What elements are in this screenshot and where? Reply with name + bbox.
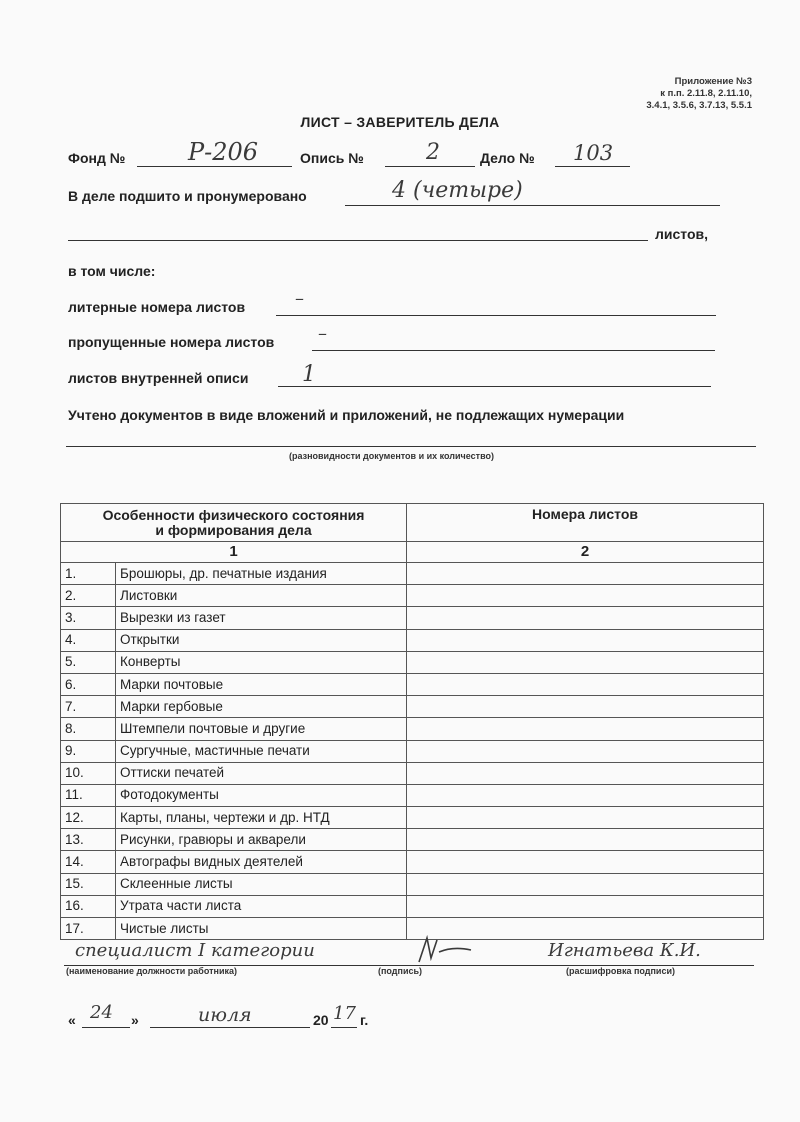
row-page-numbers xyxy=(407,784,764,806)
row-number: 9. xyxy=(61,740,116,762)
row-page-numbers xyxy=(407,829,764,851)
table-row xyxy=(61,629,764,651)
row-feature-name: Марки почтовые xyxy=(116,673,407,695)
row-page-numbers xyxy=(407,607,764,629)
col2-header: Номера листов xyxy=(407,504,764,542)
sewn-value: 4 (четыре) xyxy=(392,178,523,203)
delo-label: Дело № xyxy=(480,150,535,166)
date-year-suffix: 17 xyxy=(333,1003,356,1024)
column-number-row xyxy=(61,542,764,563)
name-value: Игнатьева К.И. xyxy=(548,940,701,961)
row-number: 17. xyxy=(61,918,116,940)
sewn-line-2 xyxy=(68,240,648,241)
row-number: 12. xyxy=(61,807,116,829)
row-page-numbers xyxy=(407,651,764,673)
fond-value: Р-206 xyxy=(188,138,259,166)
inner-label: листов внутренней описи xyxy=(68,370,249,386)
page-title: ЛИСТ – ЗАВЕРИТЕЛЬ ДЕЛА xyxy=(300,114,500,130)
row-page-numbers xyxy=(407,807,764,829)
date-year-end: г. xyxy=(360,1012,369,1028)
table-row xyxy=(61,651,764,673)
row-number: 8. xyxy=(61,718,116,740)
literal-label: литерные номера листов xyxy=(68,299,246,315)
row-feature-name: Утрата части листа xyxy=(116,895,407,917)
appendix-line-3: 3.4.1, 3.5.6, 3.7.13, 5.5.1 xyxy=(646,100,752,111)
row-number: 10. xyxy=(61,762,116,784)
name-caption: (расшифровка подписи) xyxy=(566,966,675,976)
row-number: 5. xyxy=(61,651,116,673)
row-page-numbers xyxy=(407,718,764,740)
table-row xyxy=(61,740,764,762)
literal-line xyxy=(276,315,716,316)
row-number: 4. xyxy=(61,629,116,651)
row-feature-name: Брошюры, др. печатные издания xyxy=(116,563,407,585)
col1-header xyxy=(61,504,407,542)
col1-header-line2: и формирования дела xyxy=(155,521,312,538)
table-row xyxy=(61,673,764,695)
row-page-numbers xyxy=(407,696,764,718)
table-row xyxy=(61,807,764,829)
row-feature-name: Конверты xyxy=(116,651,407,673)
row-feature-name: Оттиски печатей xyxy=(116,762,407,784)
missing-line xyxy=(312,350,715,351)
year-line xyxy=(331,1027,357,1028)
table-row xyxy=(61,829,764,851)
date-month: июля xyxy=(198,1004,252,1026)
signature-mark xyxy=(415,932,475,968)
inner-line xyxy=(278,386,711,387)
row-feature-name: Рисунки, гравюры и акварели xyxy=(116,829,407,851)
row-number: 7. xyxy=(61,696,116,718)
sewn-label: В деле подшито и пронумеровано xyxy=(68,188,307,204)
attachments-line xyxy=(66,446,756,447)
col1-number: 1 xyxy=(61,542,407,563)
sheets-word: листов, xyxy=(655,226,709,242)
table-body xyxy=(61,563,764,940)
table-row xyxy=(61,895,764,917)
row-page-numbers xyxy=(407,585,764,607)
date-year-prefix: 20 xyxy=(313,1012,329,1028)
row-number: 11. xyxy=(61,784,116,806)
missing-value: – xyxy=(318,323,327,344)
sewn-line xyxy=(345,205,720,206)
row-page-numbers xyxy=(407,762,764,784)
opis-label: Опись № xyxy=(300,150,364,166)
row-number: 1. xyxy=(61,563,116,585)
row-feature-name: Открытки xyxy=(116,629,407,651)
position-caption: (наименование должности работника) xyxy=(66,966,238,976)
row-page-numbers xyxy=(407,873,764,895)
table-header-row xyxy=(61,504,764,542)
row-feature-name: Марки гербовые xyxy=(116,696,407,718)
row-number: 13. xyxy=(61,829,116,851)
row-number: 6. xyxy=(61,673,116,695)
row-feature-name: Сургучные, мастичные печати xyxy=(116,740,407,762)
features-table xyxy=(60,503,764,940)
table-row xyxy=(61,851,764,873)
opis-line xyxy=(385,166,475,167)
delo-line xyxy=(555,166,630,167)
row-feature-name: Фотодокументы xyxy=(116,784,407,806)
row-page-numbers xyxy=(407,629,764,651)
sign-caption: (подпись) xyxy=(378,966,423,976)
row-page-numbers xyxy=(407,563,764,585)
row-number: 2. xyxy=(61,585,116,607)
appendix-note xyxy=(646,76,752,112)
literal-value: – xyxy=(295,288,304,309)
row-number: 3. xyxy=(61,607,116,629)
opis-value: 2 xyxy=(426,140,440,165)
row-page-numbers xyxy=(407,740,764,762)
table-row xyxy=(61,762,764,784)
appendix-line-2: к п.п. 2.11.8, 2.11.10, xyxy=(660,88,752,99)
appendix-line-1: Приложение №3 xyxy=(674,76,752,87)
row-number: 14. xyxy=(61,851,116,873)
missing-label: пропущенные номера листов xyxy=(68,334,275,350)
fond-label: Фонд № xyxy=(68,150,126,166)
table-row xyxy=(61,873,764,895)
row-feature-name: Вырезки из газет xyxy=(116,607,407,629)
table-row xyxy=(61,607,764,629)
date-open-quote: « xyxy=(68,1012,76,1028)
date-day: 24 xyxy=(90,1002,113,1023)
row-number: 16. xyxy=(61,895,116,917)
row-number: 15. xyxy=(61,873,116,895)
month-line xyxy=(150,1027,310,1028)
col2-number: 2 xyxy=(407,542,764,563)
attachments-label: Учтено документов в виде вложений и приложений, не подлежащих нумерации xyxy=(68,407,625,423)
position-value: специалист I категории xyxy=(75,940,315,961)
row-feature-name: Склеенные листы xyxy=(116,873,407,895)
inner-value: 1 xyxy=(302,362,316,387)
attachments-caption: (разновидности документов и их количество) xyxy=(289,451,494,461)
col1-header-line1: Особенности физического состояния xyxy=(102,506,365,523)
table-row xyxy=(61,585,764,607)
table-row xyxy=(61,718,764,740)
row-feature-name: Автографы видных деятелей xyxy=(116,851,407,873)
row-page-numbers xyxy=(407,895,764,917)
fond-line xyxy=(137,166,292,167)
including-label: в том числе: xyxy=(68,263,156,279)
row-page-numbers xyxy=(407,851,764,873)
table-row xyxy=(61,918,764,940)
row-feature-name: Карты, планы, чертежи и др. НТД xyxy=(116,807,407,829)
table-row xyxy=(61,784,764,806)
delo-value: 103 xyxy=(573,141,614,165)
row-feature-name: Чистые листы xyxy=(116,918,407,940)
date-close-quote: » xyxy=(131,1012,139,1028)
row-page-numbers xyxy=(407,673,764,695)
row-feature-name: Листовки xyxy=(116,585,407,607)
day-line xyxy=(82,1027,130,1028)
table-row xyxy=(61,563,764,585)
table-row xyxy=(61,696,764,718)
row-feature-name: Штемпели почтовые и другие xyxy=(116,718,407,740)
